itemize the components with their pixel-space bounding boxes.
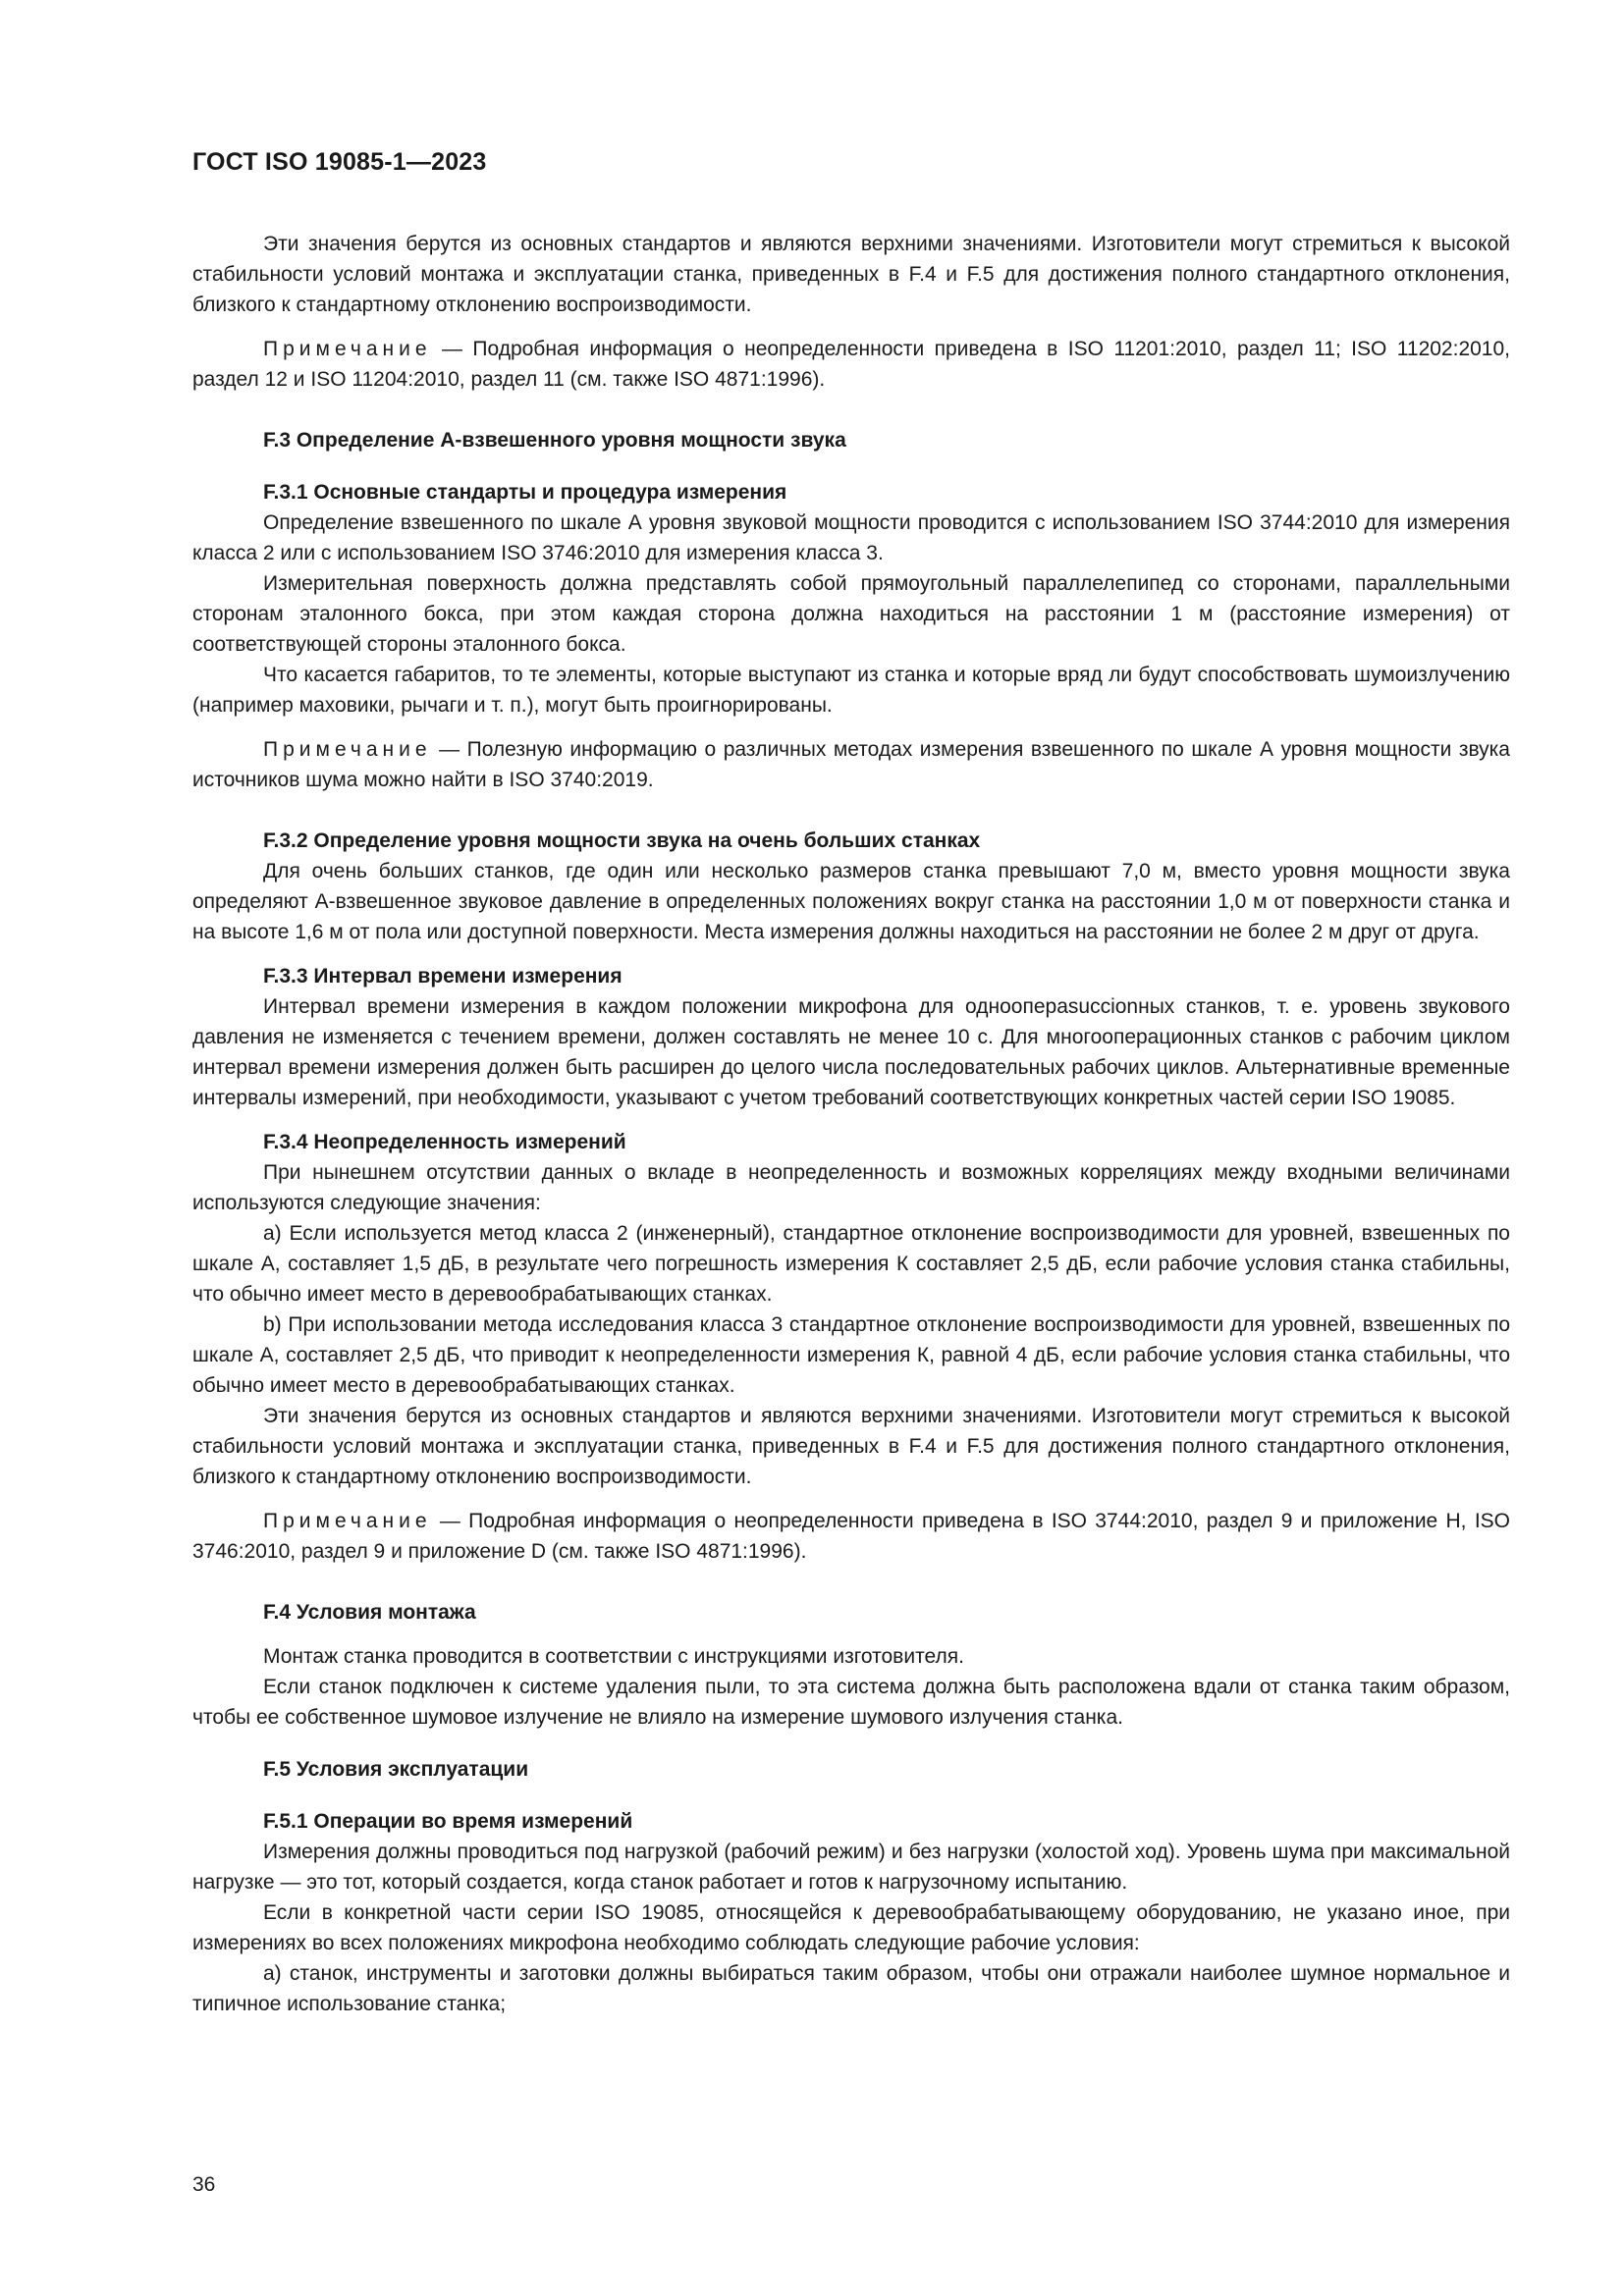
paragraph: Определение взвешенного по шкале А уровня звуковой мощности проводится с использованием ISO 3744:2010 для измерения класса 2 или с использованием ISO 3746:2010 для измерения класса 3. [192,511,1510,564]
list-item-a: a) станок, инструменты и заготовки должны выбираться таким образом, чтобы они отражали наиболее шумное нормальное и типичное использование станка; [192,1962,1510,2015]
page-number: 36 [192,2173,216,2196]
subsection-heading-f3-4: F.3.4 Неопределенность измерений [263,1131,626,1153]
note-text: — Подробная информация о неопределенности приведена в ISO 11201:2010, раздел 11; ISO 11202:2010, раздел 12 и ISO 11204:2010, раздел 11 (см. также ISO 4871:1996). [192,338,1510,391]
section-heading-f3: F.3 Определение А-взвешенного уровня мощности звука [263,429,846,452]
paragraph: Если в конкретной части серии ISO 19085, относящейся к деревообрабатывающему оборудованию, не указано иное, при измерениях во всех положениях микрофона необходимо соблюдать следующие рабочие условия: [192,1901,1510,1954]
section-heading-f5: F.5 Условия эксплуатации [263,1758,529,1781]
subsection-heading-f3-3: F.3.3 Интервал времени измерения [263,965,623,988]
paragraph: При нынешнем отсутствии данных о вкладе в неопределенность и возможных корреляциях между входными величинами используются следующие значения: [192,1161,1510,1214]
note-text: — Полезную информацию о различных методах измерения взвешенного по шкале А уровня мощности звука источников шума можно найти в ISO 3740:2019. [192,738,1510,791]
paragraph: Для очень больших станков, где один или несколько размеров станка превышают 7,0 м, вместо уровня мощности звука определяют А-взвешенное звуковое давление в определенных положениях вокруг станка на расстоянии 1,0 м от поверхности станка и на высоте 1,6 м от пола или доступной поверхности. Места измерения должны находиться на расстоянии не более 2 м друг от друга. [192,860,1510,943]
note-label: Примечание [263,338,432,360]
document-header: ГОСТ ISO 19085-1—2023 [192,148,487,176]
subsection-heading-f5-1: F.5.1 Операции во время измерений [263,1810,633,1833]
paragraph: Измерения должны проводиться под нагрузкой (рабочий режим) и без нагрузки (холостой ход). Уровень шума при максимальной нагрузке — это тот, который создается, когда станок работает и готов к нагрузочному испытанию. [192,1841,1510,1894]
note-text: — Подробная информация о неопределенности приведена в ISO 3744:2010, раздел 9 и приложение H, ISO 3746:2010, раздел 9 и приложение D (см. также ISO 4871:1996). [192,1510,1510,1563]
list-item-b: b) При использовании метода исследования класса 3 стандартное отклонение воспроизводимости для уровней, взвешенных по шкале А, составляет 2,5 дБ, что приводит к неопределенности измерения К, равной 4 дБ, если рабочие условия станка стабильны, что обычно имеет место в деревообрабатывающих станках. [192,1313,1510,1397]
note [192,734,1510,795]
subsection-heading-f3-1: F.3.1 Основные стандарты и процедура измерения [263,481,787,504]
paragraph: Если станок подключен к системе удаления пыли, то эта система должна быть расположена вдали от станка таким образом, чтобы ее собственное шумовое излучение не влияло на измерение шумового излучения станка. [192,1676,1510,1729]
note-label: Примечание [263,1510,432,1532]
list-item-a: a) Если используется метод класса 2 (инженерный), стандартное отклонение воспроизводимости для уровней, взвешенных по шкале А, составляет 1,5 дБ, в результате чего погрешность измерения К составляет 2,5 дБ, если рабочие условия станка стабильны, что обычно имеет место в деревообрабатывающих станках. [192,1222,1510,1306]
note [192,1506,1510,1567]
subsection-heading-f3-2: F.3.2 Определение уровня мощности звука на очень больших станках [263,829,981,852]
paragraph: Монтаж станка проводится в соответствии с инструкциями изготовителя. [263,1645,964,1668]
note-label: Примечание [263,738,432,761]
note [192,334,1510,395]
paragraph: Эти значения берутся из основных стандартов и являются верхними значениями. Изготовители могут стремиться к высокой стабильности условий монтажа и эксплуатации станка, приведенных в F.4 и F.5 для достижения полного стандартного отклонения, близкого к стандартному отклонению воспроизводимости. [192,233,1510,316]
document-page [192,147,1510,2019]
paragraph: Измерительная поверхность должна представлять собой прямоугольный параллелепипед со сторонами, параллельными сторонам эталонного бокса, при этом каждая сторона должна находиться на расстоянии 1 м (расстояние измерения) от соответствующей стороны эталонного бокса. [192,572,1510,656]
paragraph: Интервал времени измерения в каждом положении микрофона для одноопераsuccionных станков, т. е. уровень звукового давления не изменяется с течением времени, должен составлять не менее 10 с. Для многооперационных станков с рабочим циклом интервал времени измерения должен быть расширен до целого числа последовательных рабочих циклов. Альтернативные временные интервалы измерений, при необходимости, указывают с учетом требований соответствующих конкретных частей серии ISO 19085. [192,995,1510,1109]
section-heading-f4: F.4 Условия монтажа [263,1601,476,1624]
paragraph: Эти значения берутся из основных стандартов и являются верхними значениями. Изготовители могут стремиться к высокой стабильности условий монтажа и эксплуатации станка, приведенных в F.4 и F.5 для достижения полного стандартного отклонения, близкого к стандартному отклонению воспроизводимости. [192,1405,1510,1488]
paragraph: Что касается габаритов, то те элементы, которые выступают из станка и которые вряд ли будут способствовать шумоизлучению (например маховики, рычаги и т. п.), могут быть проигнорированы. [192,664,1510,717]
